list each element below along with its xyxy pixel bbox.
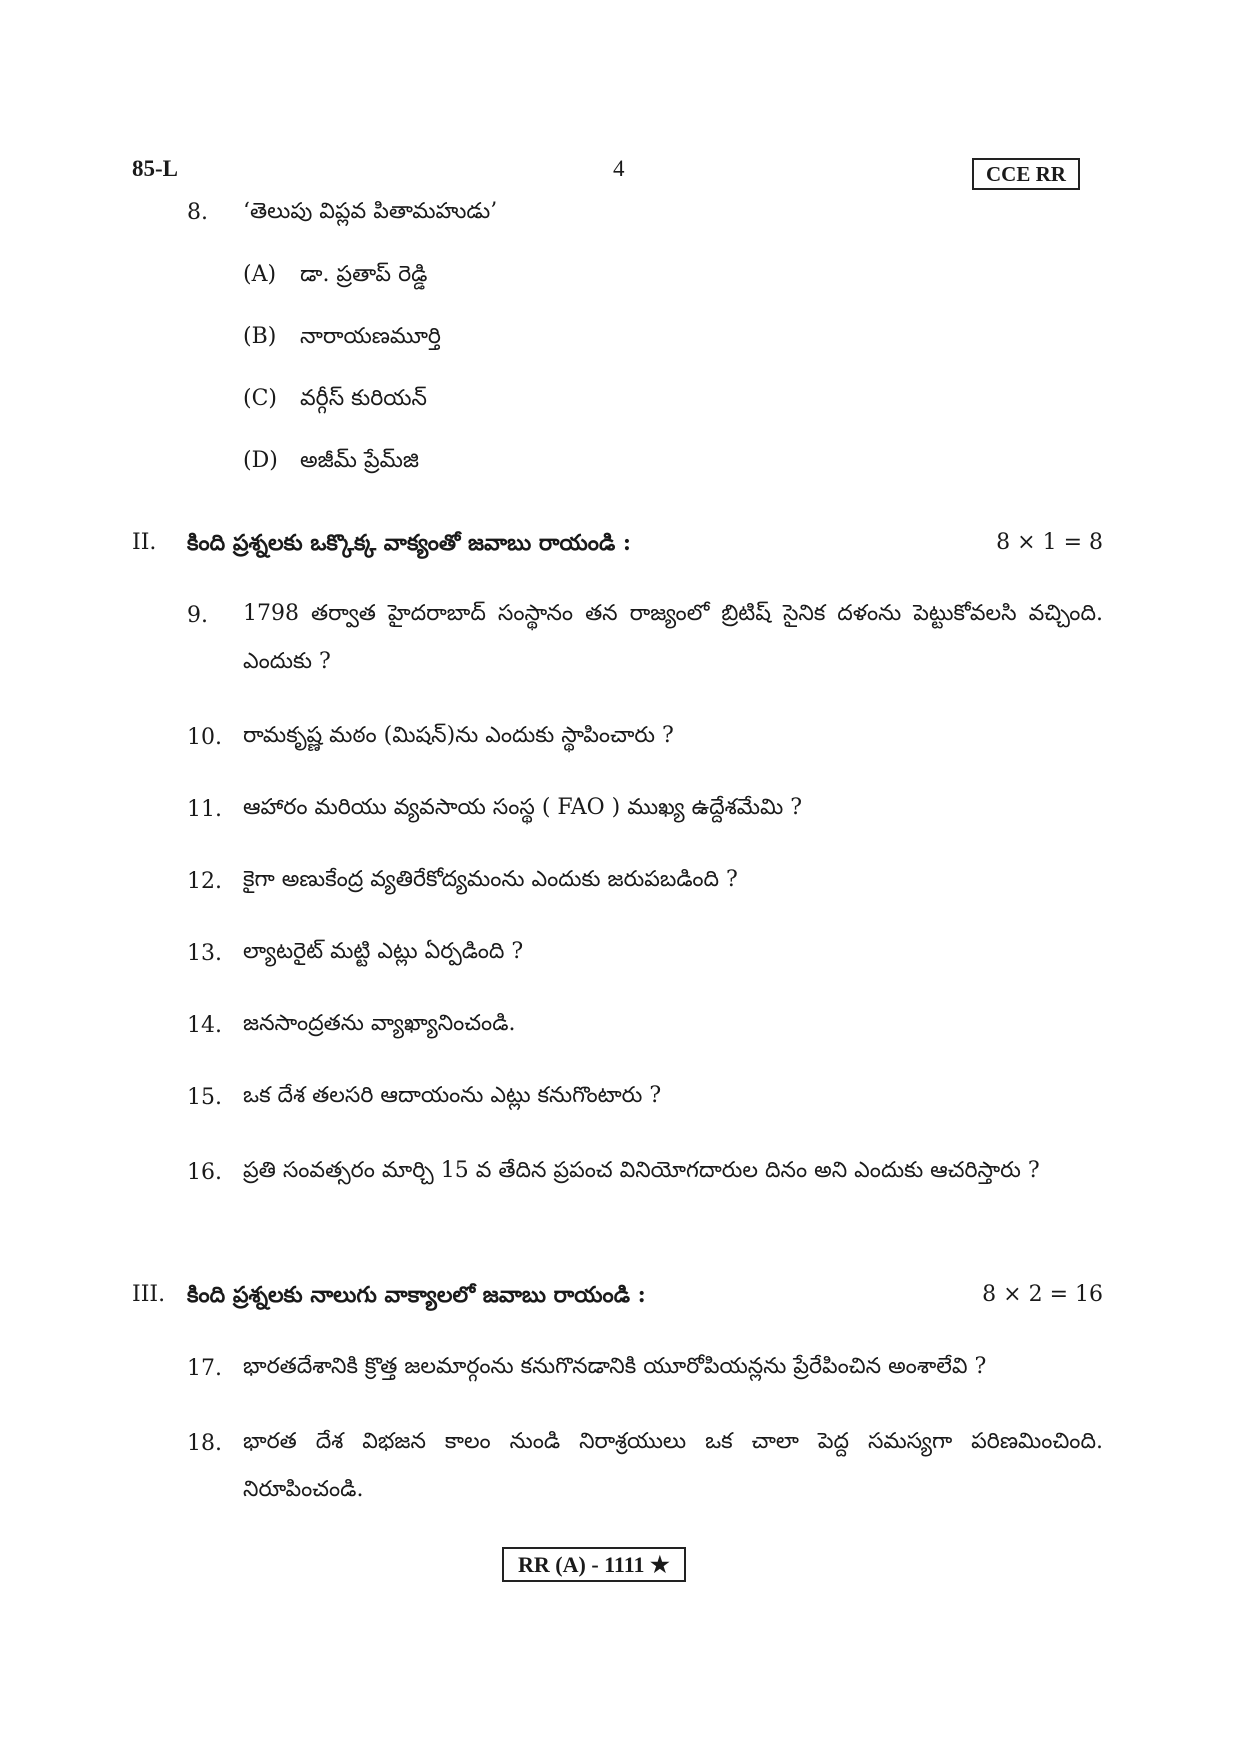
option-text: డా. ప్రతాప్ రెడ్డి — [300, 262, 428, 287]
question-number: 15. — [187, 1085, 222, 1110]
question-number: 18. — [187, 1431, 222, 1456]
question-number: 8. — [187, 200, 208, 225]
question-text: ఒక దేశ తలసరి ఆదాయంను ఎట్లు కనుగొంటారు ? — [243, 1083, 662, 1108]
page-number: 4 — [613, 156, 625, 181]
question-number: 12. — [187, 869, 222, 894]
footer-code-box: RR (A) - 1111 ★ — [502, 1547, 686, 1582]
question-text: కైగా అణుకేంద్ర వ్యతిరేకోద్యమంను ఎందుకు జరుపబడింది ? — [243, 867, 738, 892]
option-text: వర్గీస్ కురియన్ — [300, 386, 428, 411]
question-number: 10. — [187, 725, 222, 750]
section-marks: 8 × 2 = 16 — [982, 1282, 1103, 1307]
question-number: 9. — [187, 603, 208, 628]
option-letter: (A) — [243, 262, 277, 287]
option-text: అజీమ్ ప్రేమ్‌జి — [300, 448, 419, 473]
question-text: భారత దేశ విభజన కాలం నుండి నిరాశ్రయులు ఒక చాలా పెద్ద సమస్యగా పరిణమించింది. నిరూపించండి. — [243, 1429, 1103, 1502]
question-text: 1798 తర్వాత హైదరాబాద్ సంస్థానం తన రాజ్యంలో బ్రిటిష్ సైనిక దళంను పెట్టుకోవలసి వచ్చింది. ఎందుకు ? — [243, 601, 1103, 674]
exam-code-box: CCE RR — [972, 158, 1080, 190]
section-numeral: III. — [132, 1282, 166, 1307]
question-number: 17. — [187, 1356, 222, 1381]
section-instruction: కింది ప్రశ్నలకు నాలుగు వాక్యాలలో జవాబు రాయండి : — [187, 1282, 646, 1308]
section-instruction: కింది ప్రశ్నలకు ఒక్కొక్క వాక్యంతో జవాబు రాయండి : — [187, 530, 632, 556]
question-text: ‘తెలుపు విప్లవ పితామహుడు’ — [243, 199, 498, 224]
question-text: రామకృష్ణ మఠం (మిషన్)ను ఎందుకు స్థాపించారు ? — [243, 723, 674, 748]
section-marks: 8 × 1 = 8 — [996, 530, 1103, 555]
question-number: 11. — [187, 797, 222, 822]
question-text: ప్రతి సంవత్సరం మార్చి 15 వ తేదిన ప్రపంచ వినియోగదారుల దినం అని ఎందుకు ఆచరిస్తారు ? — [243, 1158, 1040, 1183]
option-letter: (C) — [243, 386, 277, 411]
question-number: 14. — [187, 1013, 222, 1038]
option-letter: (B) — [243, 324, 277, 349]
question-text: జనసాంద్రతను వ్యాఖ్యానించండి. — [243, 1011, 516, 1036]
question-text: ఆహారం మరియు వ్యవసాయ సంస్థ ( FAO ) ముఖ్య ఉద్దేశమేమి ? — [243, 795, 803, 820]
question-text: భారతదేశానికి క్రొత్త జలమార్గంను కనుగొనడానికి యూరోపియన్లను ప్రేరేపించిన అంశాలేవి ? — [243, 1354, 987, 1379]
question-number: 13. — [187, 941, 222, 966]
option-text: నారాయణమూర్తి — [300, 324, 441, 349]
paper-code: 85-L — [132, 156, 178, 181]
section-numeral: II. — [132, 530, 157, 555]
question-number: 16. — [187, 1160, 222, 1185]
question-text: ల్యాటరైట్ మట్టి ఎట్లు ఏర్పడింది ? — [243, 939, 524, 964]
option-letter: (D) — [243, 448, 278, 473]
